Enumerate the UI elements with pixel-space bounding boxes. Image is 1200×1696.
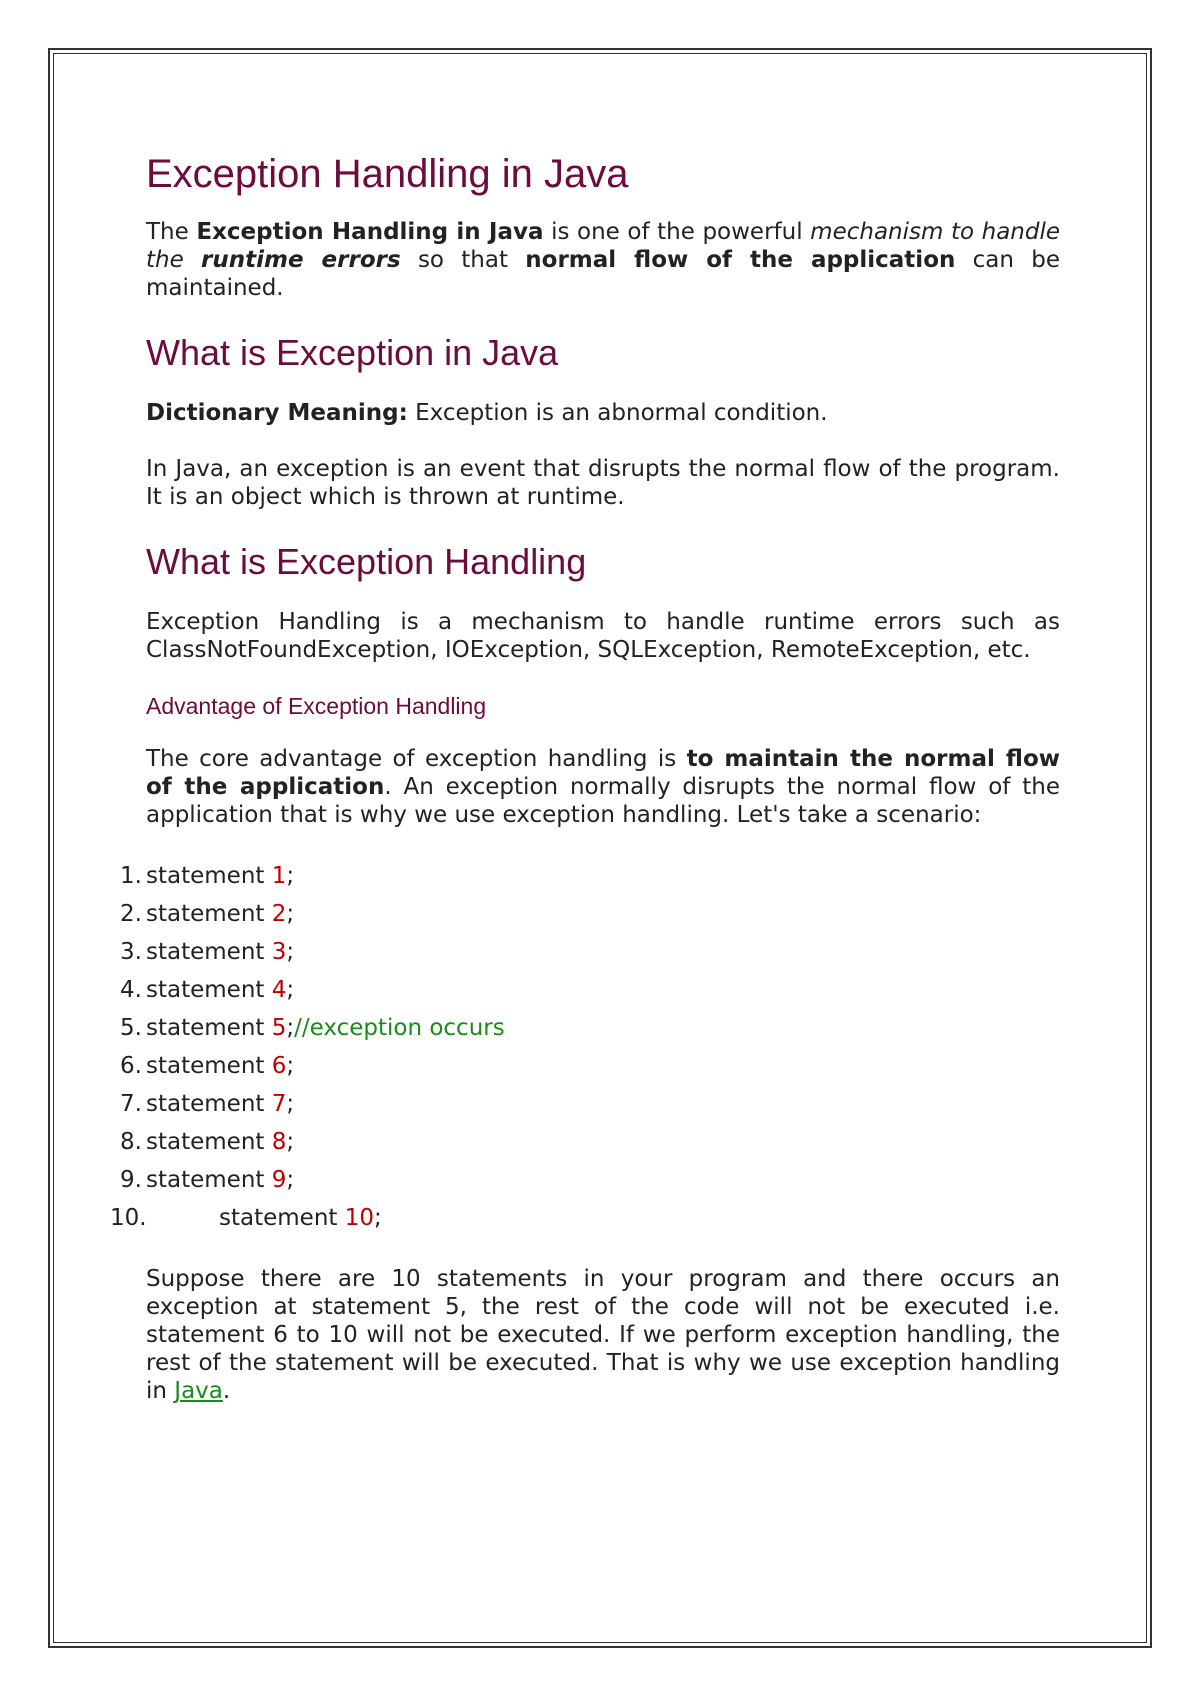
- list-item: [120, 1085, 1060, 1123]
- statement-text: statement: [219, 1205, 345, 1232]
- statement-number: 9: [271, 1167, 287, 1194]
- statement-end: ;: [286, 1091, 295, 1118]
- conclusion-paragraph: [146, 1265, 1060, 1405]
- intro-paragraph: [146, 218, 1060, 302]
- statement-end: ;: [286, 939, 295, 966]
- statement-number: 8: [271, 1129, 287, 1156]
- statement-end: ;: [286, 863, 295, 890]
- section-title-exception-handling: What is Exception Handling: [146, 540, 587, 582]
- list-number: 10.: [110, 1205, 147, 1232]
- section-title-what-is-exception: What is Exception in Java: [146, 332, 559, 373]
- statement-text: statement: [146, 1091, 272, 1118]
- advantage-text-1: The core advantage of exception handling is: [146, 746, 687, 773]
- exception-definition-paragraph: In Java, an exception is an event that disrupts the normal flow of the program. It is an object which is thrown at runtime.: [146, 455, 1060, 510]
- statement-number: 2: [271, 901, 287, 928]
- page-title: Exception Handling in Java: [146, 152, 629, 196]
- statement-text: statement: [146, 901, 272, 928]
- statement-text: statement: [146, 1167, 272, 1194]
- statement-number: 10: [344, 1205, 375, 1232]
- list-item: [120, 857, 1060, 895]
- statement-list: [110, 857, 1060, 1237]
- list-number: 2.: [120, 901, 142, 928]
- intro-text-1: The: [146, 219, 197, 245]
- dictionary-meaning: [146, 399, 1060, 427]
- list-number: 3.: [120, 939, 142, 966]
- intro-bold-italic-1: runtime errors: [201, 247, 401, 273]
- list-item: [120, 971, 1060, 1009]
- list-item: [120, 1123, 1060, 1161]
- statement-end: ;: [286, 1053, 295, 1080]
- statement-text: statement: [146, 977, 272, 1004]
- list-item: [110, 1199, 1060, 1237]
- advantage-paragraph: [146, 745, 1060, 829]
- list-item: [120, 1161, 1060, 1199]
- statement-number: 7: [271, 1091, 287, 1118]
- exception-handling-paragraph: Exception Handling is a mechanism to handle runtime errors such as ClassNotFoundException, IOException, SQLException, RemoteException, etc.: [146, 608, 1060, 663]
- list-number: 4.: [120, 977, 142, 1004]
- list-number: 9.: [120, 1167, 142, 1194]
- dictionary-label: Dictionary Meaning:: [146, 399, 408, 426]
- statement-end: ;: [374, 1205, 382, 1232]
- statement-end: ;: [286, 977, 295, 1004]
- list-number: 5.: [120, 1015, 142, 1042]
- statement-comment: //exception occurs: [294, 1015, 505, 1042]
- statement-number: 6: [271, 1053, 287, 1080]
- intro-bold-2: normal flow of the application: [525, 247, 956, 273]
- statement-text: statement: [146, 939, 272, 966]
- java-link[interactable]: Java: [174, 1378, 223, 1405]
- advantage-text-2: . An exception normally disrupts the normal flow of the application that is why we use exception handling. Let's take a scenario:: [146, 774, 1060, 829]
- intro-text-2: is one of the powerful: [543, 219, 811, 245]
- conclusion-end: .: [222, 1378, 231, 1405]
- list-number: 1.: [120, 863, 142, 890]
- statement-end: ;: [286, 1167, 295, 1194]
- list-item: [120, 1047, 1060, 1085]
- statement-number: 5: [271, 1015, 287, 1042]
- intro-text-3: so that: [400, 247, 526, 273]
- section-title-advantage: Advantage of Exception Handling: [146, 692, 487, 719]
- statement-text: statement: [146, 1129, 272, 1156]
- list-number: 8.: [120, 1129, 142, 1156]
- list-number: 6.: [120, 1053, 142, 1080]
- intro-bold-1: Exception Handling in Java: [196, 219, 544, 245]
- document-body: [110, 148, 1061, 1433]
- list-item: [120, 895, 1060, 933]
- list-item: [120, 1009, 1060, 1047]
- list-item: [120, 933, 1060, 971]
- statement-number: 3: [271, 939, 287, 966]
- statement-end: ;: [286, 901, 295, 928]
- intro-text-4: can be maintained.: [146, 247, 1060, 301]
- intro-italic-1: mechanism to handle the: [146, 219, 1061, 273]
- statement-number: 1: [271, 863, 287, 890]
- conclusion-text: Suppose there are 10 statements in your program and there occurs an exception at statement 5, the rest of the code will not be executed i.e. statement 6 to 10 will not be executed. If we perform exception handling, the rest of the statement will be executed. That is why we use exception handling in: [146, 1266, 1060, 1405]
- statement-end: ;: [286, 1015, 295, 1042]
- dictionary-text: Exception is an abnormal condition.: [407, 399, 828, 426]
- statement-text: statement: [146, 1053, 272, 1080]
- statement-text: statement: [146, 1015, 272, 1042]
- statement-text: statement: [146, 863, 272, 890]
- statement-number: 4: [271, 977, 287, 1004]
- advantage-bold: to maintain the normal flow of the application: [146, 746, 1060, 801]
- list-number: 7.: [120, 1091, 142, 1118]
- statement-end: ;: [286, 1129, 295, 1156]
